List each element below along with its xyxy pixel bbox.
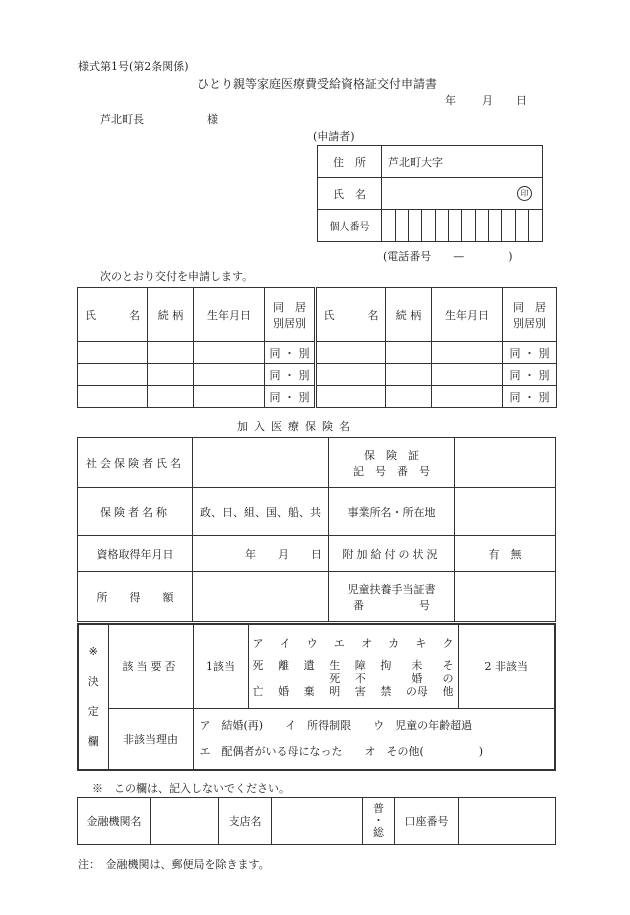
branch-label: 支店名 xyxy=(219,798,272,845)
relation-cell[interactable] xyxy=(386,386,432,408)
date-month: 月 xyxy=(482,94,493,107)
eligibility-label: 該当要否 xyxy=(108,624,193,708)
header-relation: 続 柄 xyxy=(386,288,432,342)
family-table xyxy=(77,287,557,408)
bank-name-label: 金融機関名 xyxy=(78,798,151,845)
bank-name-field[interactable] xyxy=(151,798,219,845)
eligible-option[interactable]: 1該当 xyxy=(193,624,248,708)
decision-side-label: ※ 決 定 欄 xyxy=(78,624,108,770)
income-field[interactable] xyxy=(193,572,329,622)
office-field[interactable] xyxy=(455,488,556,536)
name-cell[interactable] xyxy=(316,364,386,386)
office-label: 事業所名・所在地 xyxy=(329,488,455,536)
not-eligible-option[interactable]: 2 非該当 xyxy=(458,624,555,708)
insurance-heading: 加入医療保険名 xyxy=(237,420,356,433)
bank-table xyxy=(77,797,556,845)
seal-icon: 印 xyxy=(517,186,532,201)
reason-options[interactable] xyxy=(193,708,555,770)
birthdate-cell[interactable] xyxy=(194,342,265,364)
cohab-cell[interactable]: 同 ・ 別 xyxy=(265,364,316,386)
account-type-options[interactable]: 普 ・ 総 xyxy=(363,798,395,845)
header-name: 氏 名 xyxy=(78,288,148,342)
cert-number-label: 保 険 証 記 号 番 号 xyxy=(329,438,455,488)
birthdate-cell[interactable] xyxy=(432,386,503,408)
decision-table xyxy=(77,623,556,771)
acquired-date-label: 資格取得年月日 xyxy=(78,536,193,572)
birthdate-cell[interactable] xyxy=(194,386,265,408)
table-row xyxy=(78,386,557,408)
relation-cell[interactable] xyxy=(386,364,432,386)
insured-name-field[interactable] xyxy=(193,438,329,488)
child-cert-label: 児童扶養手当証書 番 号 xyxy=(329,572,455,622)
name-label: 氏 名 xyxy=(318,178,382,210)
cert-number-field[interactable] xyxy=(455,438,556,488)
mynumber-field[interactable] xyxy=(382,210,543,242)
account-number-field[interactable] xyxy=(459,798,556,845)
cohab-cell[interactable]: 同 ・ 別 xyxy=(503,342,557,364)
header-birthdate: 生年月日 xyxy=(432,288,503,342)
reason-columns: 死 亡 離 婚 遺 棄 生 死 明 障 不 害 拘 禁 未 婚 の母 そ の 他 xyxy=(252,658,454,698)
name-cell[interactable] xyxy=(316,386,386,408)
header-name: 氏 名 xyxy=(316,288,386,342)
branch-field[interactable] xyxy=(272,798,363,845)
header-relation: 続 柄 xyxy=(148,288,194,342)
cohab-cell[interactable]: 同 ・ 別 xyxy=(503,386,557,408)
acquired-date-field[interactable]: 年 月 日 xyxy=(193,536,329,572)
name-cell[interactable] xyxy=(78,386,148,408)
relation-cell[interactable] xyxy=(386,342,432,364)
table-row xyxy=(78,342,557,364)
official-use-note: ※ この欄は、記入しないでください。 xyxy=(92,782,290,795)
insurance-table xyxy=(77,437,556,622)
addressee-suffix: 様 xyxy=(207,113,218,126)
name-cell[interactable] xyxy=(78,342,148,364)
name-cell[interactable] xyxy=(78,364,148,386)
date-day: 日 xyxy=(516,94,527,107)
extra-benefit-label: 附加給付の状況 xyxy=(329,536,455,572)
reason-grid xyxy=(248,624,458,708)
addressee: 芦北町長 xyxy=(100,113,144,126)
relation-cell[interactable] xyxy=(148,342,194,364)
address-field[interactable] xyxy=(382,146,543,178)
account-number-label: 口座番号 xyxy=(395,798,459,845)
reason-line-1: ア 結婚(再) イ 所得制限 ウ 児童の年齢超過 xyxy=(199,718,473,732)
header-cohab: 同 居 別居別 xyxy=(265,288,316,342)
relation-cell[interactable] xyxy=(148,386,194,408)
page-title: ひとり親等家庭医療費受給資格証交付申請書 xyxy=(197,77,438,91)
header-birthdate: 生年月日 xyxy=(194,288,265,342)
relation-cell[interactable] xyxy=(148,364,194,386)
reason-letters: ア イ ウ エ オ カ キ ク xyxy=(252,636,454,650)
phone-line: (電話番号 — ) xyxy=(383,250,513,263)
insured-name-label: 社会保険者氏名 xyxy=(78,438,193,488)
name-field[interactable] xyxy=(382,178,543,210)
mynumber-label: 個人番号 xyxy=(318,210,382,242)
insurer-type-options[interactable]: 政、日、組、国、船、共 xyxy=(193,488,329,536)
address-label: 住 所 xyxy=(318,146,382,178)
extra-benefit-options[interactable]: 有 無 xyxy=(455,536,556,572)
income-label: 所 得 額 xyxy=(78,572,193,622)
header-cohab: 同 居 別居別 xyxy=(503,288,557,342)
applicant-table xyxy=(317,145,543,242)
cohab-cell[interactable]: 同 ・ 別 xyxy=(503,364,557,386)
birthdate-cell[interactable] xyxy=(432,364,503,386)
form-number: 様式第1号(第2条関係) xyxy=(78,60,189,73)
birthdate-cell[interactable] xyxy=(194,364,265,386)
date-year: 年 xyxy=(445,94,456,107)
reason-label: 非該当理由 xyxy=(108,708,193,770)
footnote: 注： 金融機関は、郵便局を除きます。 xyxy=(78,858,270,871)
insurer-name-label: 保険者名称 xyxy=(78,488,193,536)
reason-line-2: エ 配偶者がいる母になった オ その他( ) xyxy=(199,744,484,758)
birthdate-cell[interactable] xyxy=(432,342,503,364)
table-row xyxy=(78,364,557,386)
cohab-cell[interactable]: 同 ・ 別 xyxy=(265,342,316,364)
name-cell[interactable] xyxy=(316,342,386,364)
child-cert-field[interactable] xyxy=(455,572,556,622)
applicant-heading: (申請者) xyxy=(313,130,355,143)
intro-text: 次のとおり交付を申請します。 xyxy=(100,270,254,283)
address-value: 芦北町大字 xyxy=(388,155,443,169)
cohab-cell[interactable]: 同 ・ 別 xyxy=(265,386,316,408)
